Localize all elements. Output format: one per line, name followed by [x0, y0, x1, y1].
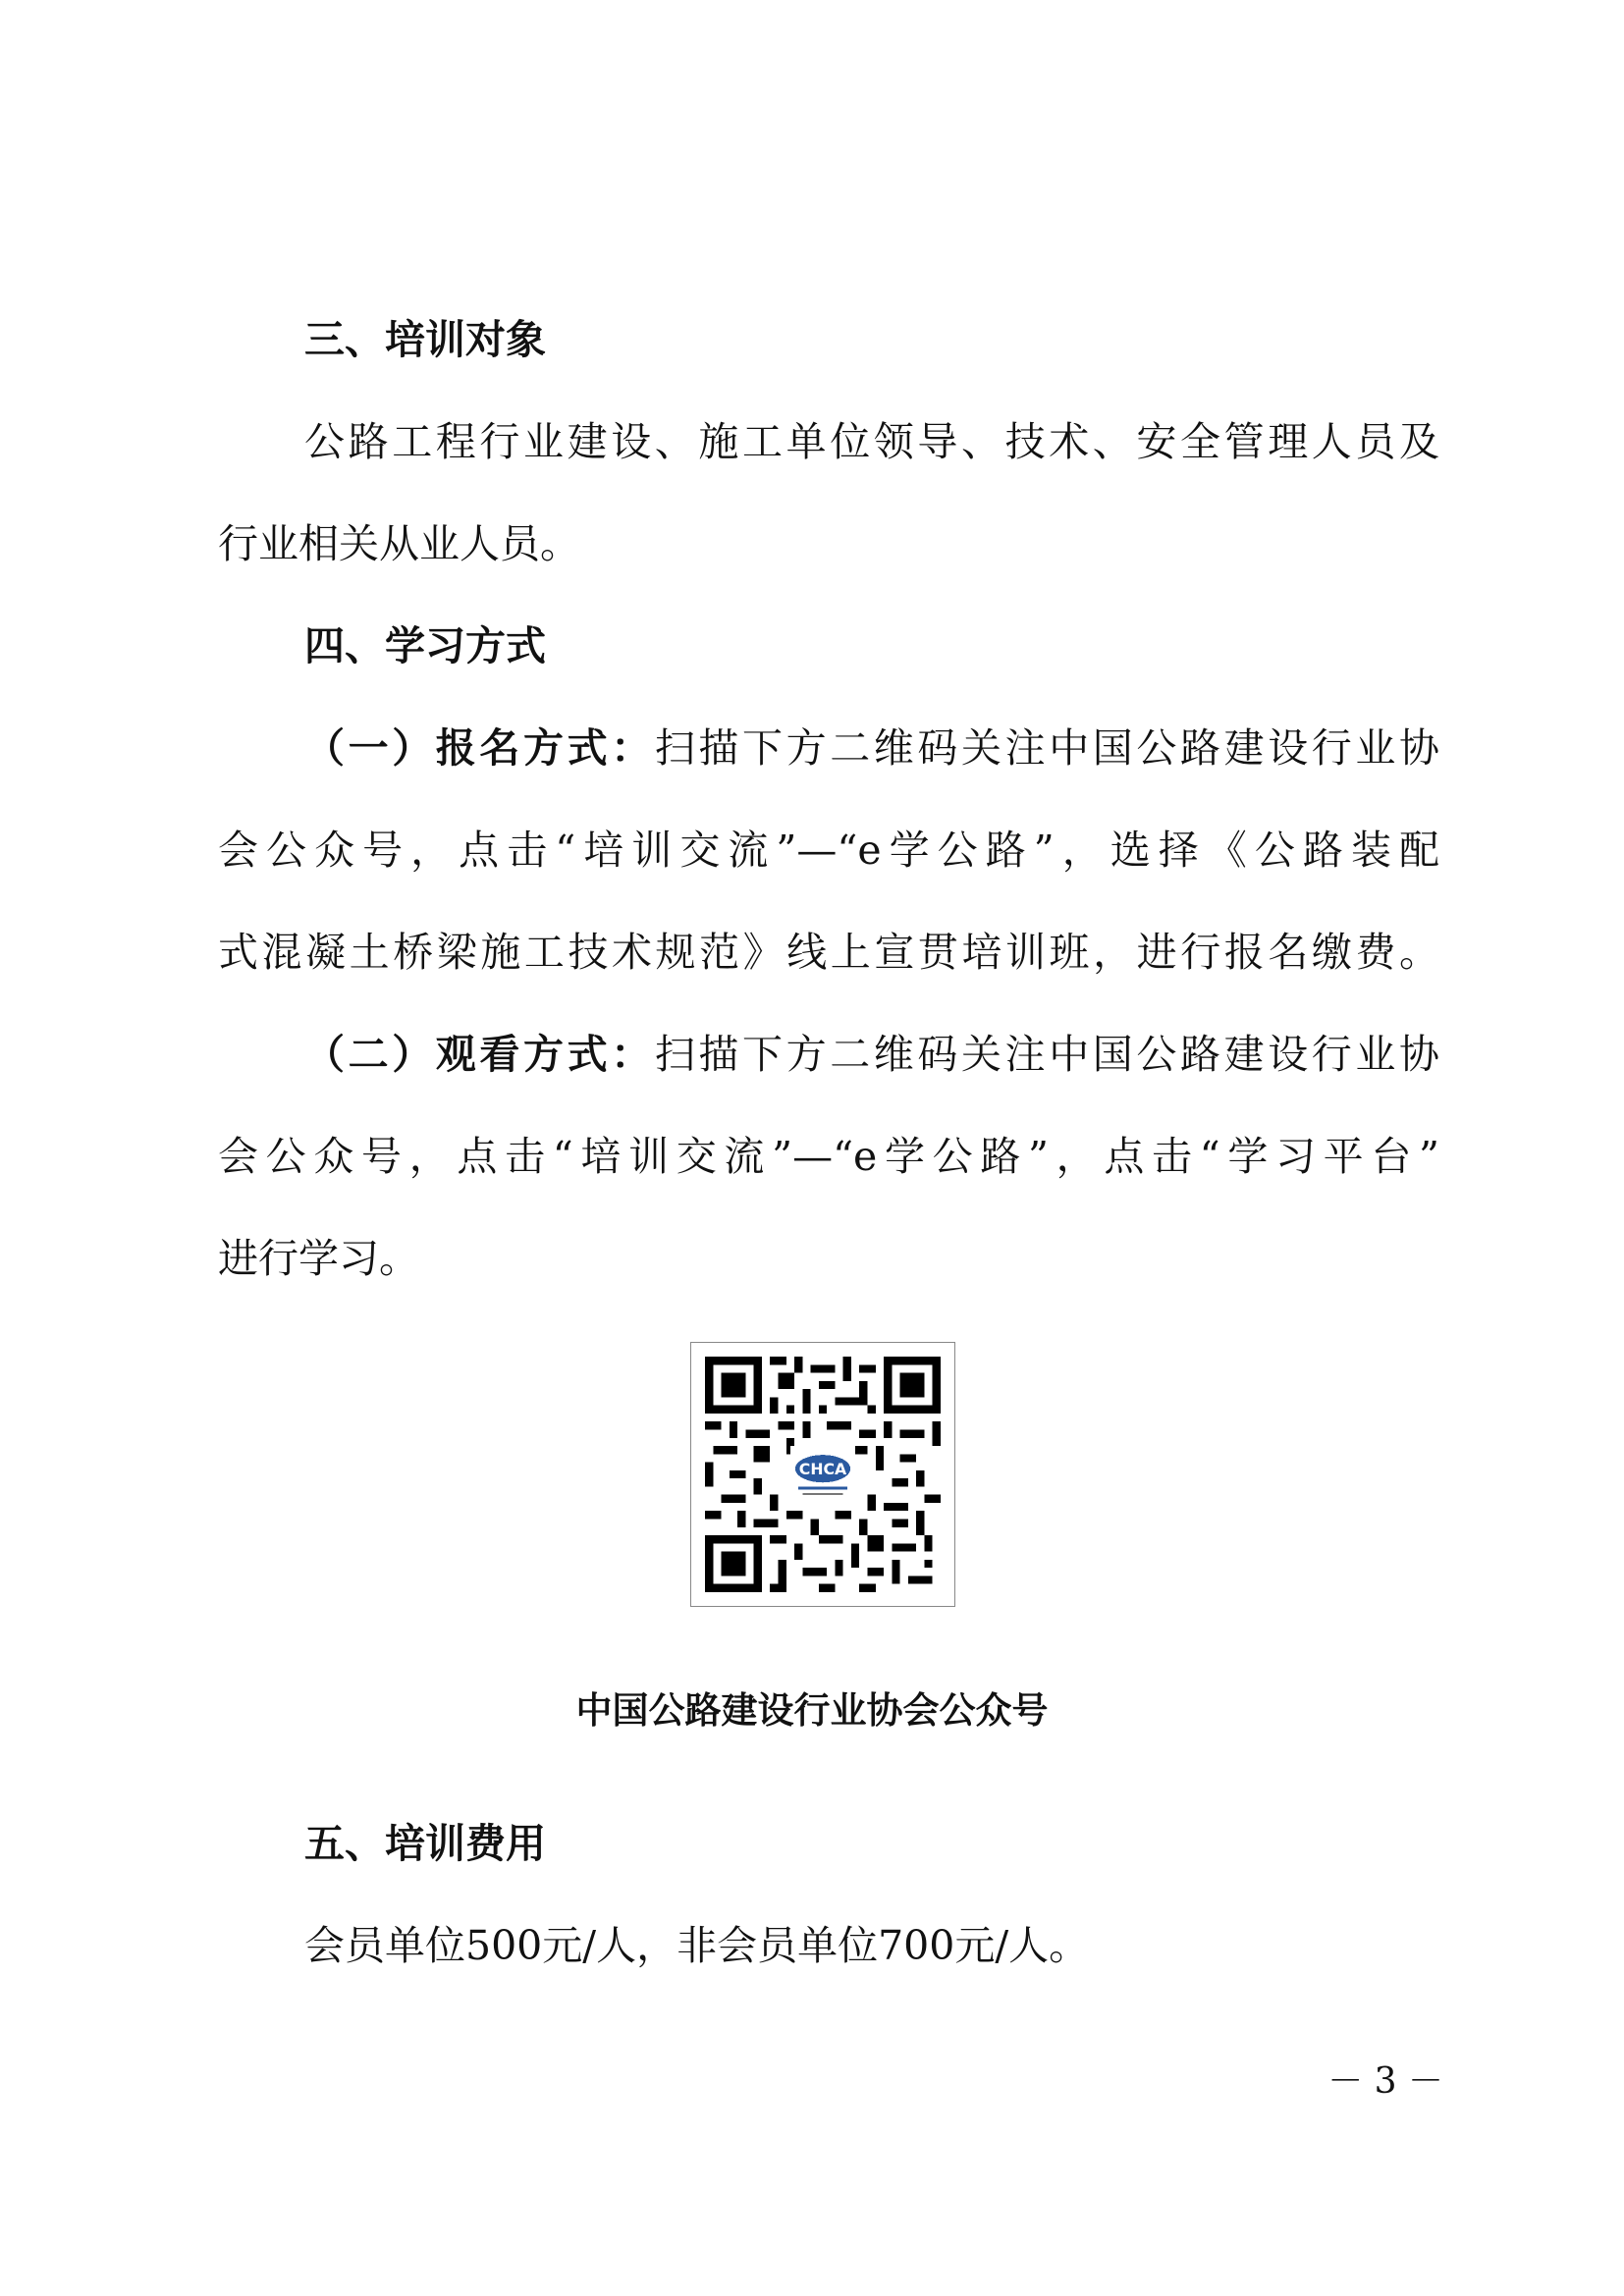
signup-paragraph-line-2: 会公众号，点击“培训交流”—“e学公路”，选择《公路装配	[218, 827, 1439, 874]
signup-paragraph-line-1	[218, 719, 1439, 777]
section-3-heading: 三、培训对象	[304, 316, 546, 363]
page-number: － 3 －	[1327, 2061, 1443, 2102]
section-5-heading: 五、培训费用	[304, 1820, 546, 1867]
signup-text: 扫描下方二维码关注中国公路建设行业协	[654, 724, 1440, 772]
watch-paragraph-line-2: 会公众号，点击“培训交流”—“e学公路”，点击“学习平台”	[218, 1133, 1439, 1180]
qr-logo-text: CHCA	[798, 1460, 847, 1478]
qr-code[interactable]	[690, 1342, 955, 1607]
watch-text: 扫描下方二维码关注中国公路建设行业协	[654, 1031, 1440, 1078]
section-5-line-1: 会员单位500元/人，非会员单位700元/人。	[304, 1922, 1090, 1969]
section-3-line-2: 行业相关从业人员。	[218, 520, 580, 567]
watch-paragraph-line-3: 进行学习。	[218, 1235, 419, 1282]
qr-code-graphic	[705, 1357, 941, 1592]
signup-paragraph-line-3: 式混凝土桥梁施工技术规范》线上宣贯培训班，进行报名缴费。	[218, 929, 1439, 976]
watch-paragraph-line-1	[218, 1025, 1439, 1084]
qr-caption: 中国公路建设行业协会公众号	[575, 1689, 1049, 1732]
signup-label: （一）报名方式：	[304, 724, 655, 772]
section-4-heading: 四、学习方式	[304, 622, 546, 669]
section-3-line-1: 公路工程行业建设、施工单位领导、技术、安全管理人员及	[304, 418, 1439, 465]
watch-label: （二）观看方式：	[304, 1031, 655, 1078]
